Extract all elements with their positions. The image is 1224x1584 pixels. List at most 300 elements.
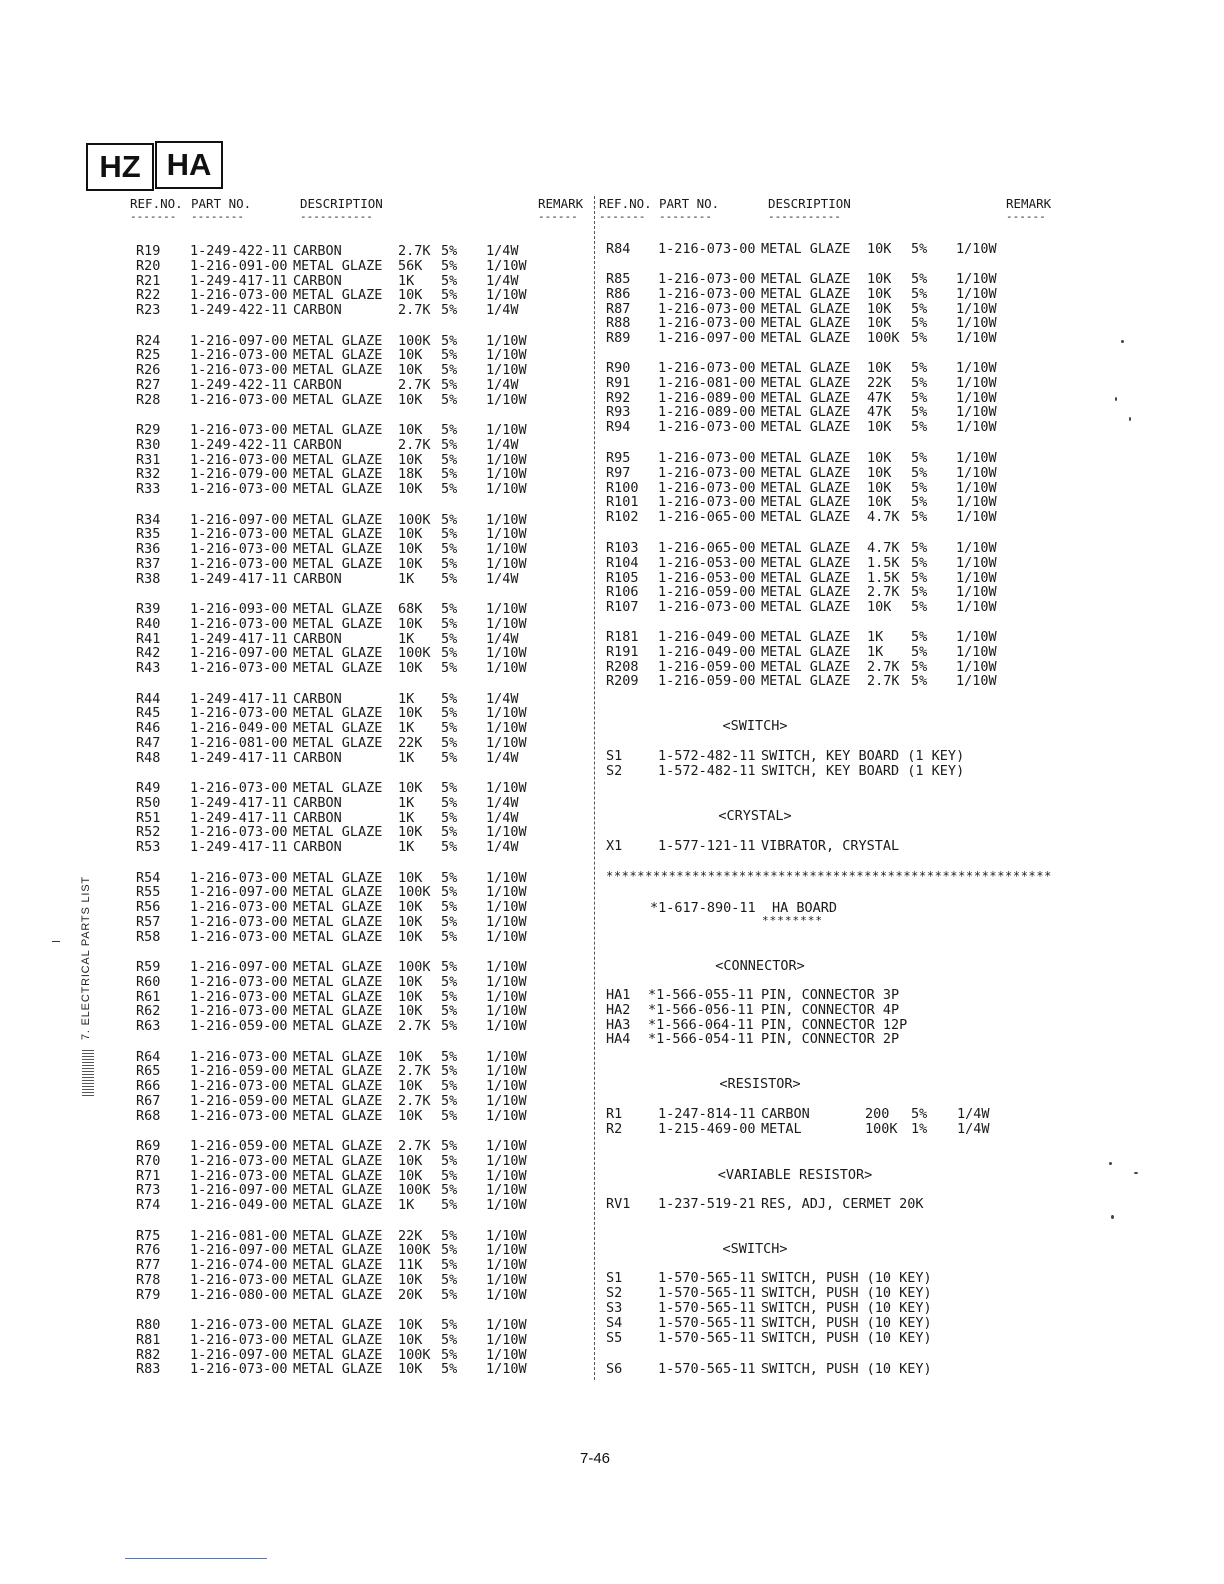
cell-rating: 1/10W — [486, 451, 527, 468]
cell-ref: R34 — [136, 511, 161, 528]
cell-ref: R66 — [136, 1078, 161, 1095]
cell-ref: R42 — [136, 645, 161, 662]
cell-ref: S4 — [606, 1315, 623, 1331]
cell-tolerance: 5% — [441, 839, 458, 856]
cell-part-no: 1-216-073-00 — [190, 391, 288, 408]
cell-description: METAL GLAZE — [293, 555, 383, 572]
cell-rating: 1/10W — [956, 450, 997, 466]
cell-description: METAL GLAZE — [293, 1078, 383, 1095]
dash: ------ — [538, 210, 578, 223]
cell-description: METAL GLAZE — [761, 509, 851, 526]
cell-value: 10K — [867, 464, 892, 481]
cell-ref: HA2 — [606, 1001, 631, 1018]
cell-value: 100K — [398, 1182, 431, 1199]
cell-description: METAL GLAZE — [761, 374, 851, 391]
cell-tolerance: 5% — [441, 570, 458, 587]
cell-ref: R97 — [606, 464, 631, 481]
cell-description: CARBON — [293, 630, 342, 647]
cell-tolerance: 5% — [911, 404, 928, 421]
cell-tolerance: 5% — [441, 869, 458, 886]
cell-rating: 1/10W — [486, 1167, 527, 1184]
cell-description: METAL GLAZE — [761, 599, 851, 616]
cell-value: 10K — [398, 869, 423, 886]
cell-ref: R31 — [136, 451, 161, 468]
cell-part-no: *1-566-055-11 — [648, 987, 754, 1003]
cell-ref: R57 — [136, 913, 161, 930]
cell-tolerance: 5% — [911, 271, 928, 287]
cell-part-no: 1-216-073-00 — [190, 615, 288, 632]
scan-speck — [1129, 417, 1131, 421]
cell-description: SWITCH, PUSH (10 KEY) — [761, 1285, 932, 1301]
cell-rating: 1/10W — [486, 734, 527, 751]
cell-tolerance: 5% — [441, 988, 458, 1005]
cell-ref: R92 — [606, 389, 631, 406]
cell-description: CARBON — [293, 302, 342, 319]
cell-ref: R61 — [136, 988, 161, 1005]
cell-rating: 1/10W — [486, 1242, 527, 1259]
cell-value: 10K — [398, 362, 423, 379]
cell-tolerance: 5% — [911, 1106, 928, 1122]
cell-value: 100K — [865, 1120, 898, 1137]
cell-rating: 1/4W — [486, 302, 519, 319]
cell-tolerance: 5% — [911, 599, 928, 616]
cell-description: METAL GLAZE — [293, 1092, 383, 1109]
cell-ref: R52 — [136, 824, 161, 841]
cell-description: METAL GLAZE — [293, 481, 383, 498]
cell-ref: R68 — [136, 1107, 161, 1124]
cell-tolerance: 5% — [441, 1107, 458, 1124]
cell-ref: HA4 — [606, 1031, 631, 1048]
cell-tolerance: 5% — [441, 1317, 458, 1333]
cell-part-no: 1-216-080-00 — [190, 1286, 288, 1303]
cell-tolerance: 5% — [441, 660, 458, 677]
cell-ref: R37 — [136, 555, 161, 572]
cell-part-no: 1-570-565-11 — [658, 1285, 756, 1301]
cell-part-no: 1-249-417-11 — [190, 794, 288, 811]
cell-rating: 1/10W — [956, 241, 997, 257]
cell-ref: R32 — [136, 466, 161, 483]
cell-tolerance: 5% — [441, 1063, 458, 1080]
cell-part-no: 1-216-073-00 — [190, 1048, 288, 1065]
cell-value: 10K — [398, 660, 423, 677]
cell-description: METAL GLAZE — [761, 584, 851, 601]
cell-value: 10K — [398, 1167, 423, 1184]
cell-rating: 1/10W — [486, 1227, 527, 1244]
cell-part-no: 1-249-417-11 — [190, 690, 288, 707]
cell-value: 10K — [398, 391, 423, 408]
cell-description: METAL GLAZE — [293, 526, 383, 543]
cell-description: METAL GLAZE — [293, 511, 383, 528]
cell-tolerance: 5% — [441, 1182, 458, 1199]
cell-tolerance: 5% — [441, 1152, 458, 1169]
cell-part-no: *1-566-054-11 — [648, 1031, 754, 1048]
cell-description: METAL GLAZE — [293, 1197, 383, 1214]
cell-value: 18K — [398, 466, 423, 483]
cell-rating: 1/10W — [486, 257, 527, 274]
cell-ref: R54 — [136, 869, 161, 886]
cell-part-no: 1-577-121-11 — [658, 838, 756, 854]
cell-tolerance: 5% — [441, 809, 458, 826]
cell-description: METAL GLAZE — [293, 287, 383, 304]
cell-part-no: 1-570-565-11 — [658, 1315, 756, 1331]
cell-part-no: 1-216-049-00 — [190, 720, 288, 737]
cell-value: 10K — [398, 347, 423, 364]
cell-rating: 1/10W — [486, 362, 527, 379]
cell-rating: 1/10W — [486, 466, 527, 483]
cell-part-no: 1-216-089-00 — [658, 389, 756, 406]
cell-tolerance: 5% — [441, 376, 458, 393]
section-crystal: <CRYSTAL> — [718, 808, 792, 824]
cell-value: 10K — [867, 315, 892, 332]
cell-part-no: 1-216-073-00 — [190, 362, 288, 379]
cell-tolerance: 5% — [441, 973, 458, 990]
cell-description: VIBRATOR, CRYSTAL — [761, 838, 900, 854]
cell-tolerance: 5% — [441, 928, 458, 945]
cell-part-no: 1-216-097-00 — [190, 332, 288, 349]
cell-value: 10K — [867, 271, 892, 287]
cell-rating: 1/10W — [956, 300, 997, 317]
cell-part-no: 1-216-059-00 — [658, 658, 756, 675]
cell-tolerance: 5% — [441, 690, 458, 707]
cell-description: METAL GLAZE — [761, 285, 851, 302]
cell-value: 10K — [398, 481, 423, 498]
cell-description: METAL GLAZE — [761, 494, 851, 511]
cell-value: 10K — [398, 1003, 423, 1020]
cell-tolerance: 5% — [441, 481, 458, 498]
cell-value: 10K — [867, 300, 892, 317]
cell-description: CARBON — [293, 436, 342, 453]
cell-value: 10K — [867, 419, 892, 436]
cell-part-no: 1-216-073-00 — [658, 285, 756, 302]
cell-tolerance: 5% — [911, 374, 928, 391]
cell-tolerance: 5% — [441, 466, 458, 483]
cell-value: 2.7K — [398, 436, 431, 453]
cell-ref: S5 — [606, 1330, 623, 1346]
cell-part-no: 1-216-097-00 — [190, 1242, 288, 1259]
cell-tolerance: 5% — [911, 479, 928, 496]
cell-rating: 1/10W — [486, 824, 527, 841]
cell-description: SWITCH, PUSH (10 KEY) — [761, 1270, 932, 1286]
cell-description: PIN, CONNECTOR 12P — [761, 1016, 908, 1033]
cell-ref: R67 — [136, 1092, 161, 1109]
dash: ------- — [130, 210, 177, 223]
cell-description: METAL GLAZE — [293, 824, 383, 841]
cell-ref: R29 — [136, 422, 161, 438]
cell-value: 10K — [867, 494, 892, 511]
cell-ref: S6 — [606, 1361, 623, 1377]
cell-tolerance: 5% — [441, 451, 458, 468]
cell-description: METAL GLAZE — [761, 360, 851, 376]
section-switch-2: <SWITCH> — [722, 1241, 788, 1257]
cell-ref: S1 — [606, 748, 623, 764]
cell-tolerance: 5% — [911, 241, 928, 257]
cell-description: METAL GLAZE — [293, 1107, 383, 1124]
cell-value: 100K — [398, 645, 431, 662]
cell-description: METAL GLAZE — [293, 1346, 383, 1363]
cell-part-no: 1-216-097-00 — [190, 884, 288, 901]
cell-rating: 1/10W — [956, 599, 997, 616]
cell-tolerance: 5% — [911, 315, 928, 332]
cell-part-no: 1-216-073-00 — [190, 287, 288, 304]
cell-value: 10K — [398, 555, 423, 572]
section-switch-1: <SWITCH> — [722, 718, 788, 734]
cell-ref: R56 — [136, 899, 161, 916]
cell-rating: 1/4W — [486, 749, 519, 766]
cell-rating: 1/10W — [956, 658, 997, 675]
cell-part-no: 1-216-049-00 — [658, 643, 756, 660]
cell-description: METAL GLAZE — [293, 541, 383, 558]
cell-value: 10K — [398, 705, 423, 722]
cell-rating: 1/10W — [486, 1361, 527, 1378]
cell-rating: 1/10W — [486, 391, 527, 408]
cell-description: METAL GLAZE — [761, 540, 851, 556]
cell-rating: 1/10W — [486, 1271, 527, 1288]
cell-part-no: 1-216-073-00 — [190, 451, 288, 468]
cell-tolerance: 5% — [441, 391, 458, 408]
cell-description: METAL GLAZE — [293, 1003, 383, 1020]
dash: -------- — [191, 210, 244, 223]
cell-value: 1K — [398, 749, 415, 766]
cell-part-no: 1-216-059-00 — [190, 1063, 288, 1080]
cell-part-no: 1-216-073-00 — [190, 1152, 288, 1169]
cell-part-no: 1-216-073-00 — [190, 1361, 288, 1378]
cell-value: 10K — [398, 899, 423, 916]
cell-value: 10K — [398, 615, 423, 632]
cell-rating: 1/10W — [486, 511, 527, 528]
cell-value: 100K — [398, 332, 431, 349]
cell-ref: R71 — [136, 1167, 161, 1184]
cell-ref: R78 — [136, 1271, 161, 1288]
cell-part-no: 1-216-073-00 — [190, 541, 288, 558]
cell-rating: 1/10W — [486, 1092, 527, 1109]
cell-part-no: 1-216-073-00 — [190, 1003, 288, 1020]
cell-part-no: 1-215-469-00 — [658, 1120, 756, 1137]
cell-ref: R89 — [606, 330, 631, 347]
cell-tolerance: 5% — [911, 673, 928, 690]
left-header-remark: REMARK — [538, 196, 584, 211]
cell-ref: R63 — [136, 1018, 161, 1035]
cell-rating: 1/10W — [486, 705, 527, 722]
cell-ref: R47 — [136, 734, 161, 751]
cell-description: SWITCH, PUSH (10 KEY) — [761, 1361, 932, 1377]
cell-value: 1K — [398, 1197, 415, 1214]
cell-description: METAL GLAZE — [293, 1182, 383, 1199]
cell-part-no: 1-216-073-00 — [190, 481, 288, 498]
cell-part-no: 1-216-073-00 — [190, 555, 288, 572]
cell-value: 10K — [398, 973, 423, 990]
cell-part-no: 1-570-565-11 — [658, 1270, 756, 1286]
cell-rating: 1/10W — [486, 615, 527, 632]
cell-tolerance: 5% — [441, 1346, 458, 1363]
cell-description: METAL GLAZE — [293, 1138, 383, 1154]
cell-value: 10K — [398, 287, 423, 304]
cell-value: 10K — [398, 1107, 423, 1124]
cell-part-no: 1-216-097-00 — [190, 959, 288, 975]
cell-description: METAL GLAZE — [761, 419, 851, 436]
cell-tolerance: 5% — [441, 1331, 458, 1348]
cell-ref: R33 — [136, 481, 161, 498]
cell-value: 22K — [867, 374, 892, 391]
cell-rating: 1/10W — [486, 660, 527, 677]
section-connector: <CONNECTOR> — [715, 958, 805, 974]
cell-part-no: 1-216-073-00 — [190, 780, 288, 796]
cell-value: 4.7K — [867, 509, 900, 526]
dash: -------- — [659, 210, 712, 223]
cell-value: 2.7K — [867, 658, 900, 675]
cell-description: METAL GLAZE — [293, 601, 383, 617]
cell-tolerance: 5% — [441, 780, 458, 796]
cell-value: 10K — [398, 422, 423, 438]
cell-part-no: 1-570-565-11 — [658, 1361, 756, 1377]
scan-speck — [1121, 340, 1124, 343]
cell-part-no: 1-216-081-00 — [190, 734, 288, 751]
cell-description: CARBON — [761, 1106, 810, 1122]
cell-ref: R20 — [136, 257, 161, 274]
cell-part-no: 1-216-073-00 — [658, 464, 756, 481]
cell-ref: R73 — [136, 1182, 161, 1199]
cell-part-no: *1-566-056-11 — [648, 1001, 754, 1018]
scan-speck — [1111, 1215, 1114, 1219]
cell-tolerance: 5% — [441, 1286, 458, 1303]
cell-part-no: 1-216-049-00 — [658, 629, 756, 645]
cell-ref: R38 — [136, 570, 161, 587]
cell-part-no: 1-216-073-00 — [658, 479, 756, 496]
cell-ref: R23 — [136, 302, 161, 319]
cell-value: 10K — [398, 526, 423, 543]
cell-ref: R30 — [136, 436, 161, 453]
scan-speck — [1115, 397, 1117, 401]
column-divider — [594, 196, 595, 1380]
cell-rating: 1/10W — [956, 584, 997, 601]
cell-ref: R70 — [136, 1152, 161, 1169]
cell-description: PIN, CONNECTOR 4P — [761, 1001, 900, 1018]
cell-part-no: 1-249-417-11 — [190, 630, 288, 647]
cell-description: SWITCH, KEY BOARD (1 KEY) — [761, 762, 965, 779]
cell-rating: 1/10W — [956, 643, 997, 660]
cell-value: 11K — [398, 1257, 423, 1274]
cell-rating: 1/10W — [486, 1317, 527, 1333]
cell-rating: 1/10W — [486, 1078, 527, 1095]
cell-part-no: 1-570-565-11 — [658, 1300, 756, 1316]
cell-value: 100K — [867, 330, 900, 347]
cell-ref: R62 — [136, 1003, 161, 1020]
cell-part-no: 1-216-073-00 — [658, 360, 756, 376]
cell-rating: 1/10W — [486, 1107, 527, 1124]
dash: ----------- — [768, 210, 841, 223]
cell-description: SWITCH, PUSH (10 KEY) — [761, 1330, 932, 1346]
left-header-desc: DESCRIPTION — [300, 196, 383, 211]
cell-ref: R74 — [136, 1197, 161, 1214]
cell-part-no: 1-216-073-00 — [190, 526, 288, 543]
cell-value: 100K — [398, 1346, 431, 1363]
cell-description: METAL GLAZE — [293, 451, 383, 468]
cell-value: 1K — [398, 570, 415, 587]
cell-value: 100K — [398, 511, 431, 528]
cell-ref: R25 — [136, 347, 161, 364]
cell-ref: R28 — [136, 391, 161, 408]
cell-part-no: 1-216-073-00 — [190, 899, 288, 916]
cell-value: 2.7K — [398, 1018, 431, 1035]
cell-value: 100K — [398, 884, 431, 901]
cell-ref: R26 — [136, 362, 161, 379]
cell-ref: R24 — [136, 332, 161, 349]
cell-value: 10K — [398, 1317, 423, 1333]
cell-rating: 1/4W — [486, 809, 519, 826]
cell-part-no: 1-216-081-00 — [658, 374, 756, 391]
cell-part-no: 1-216-073-00 — [190, 1331, 288, 1348]
cell-description: METAL GLAZE — [293, 705, 383, 722]
cell-description: METAL GLAZE — [761, 673, 851, 690]
cell-part-no: 1-216-097-00 — [658, 330, 756, 347]
cell-value: 1K — [867, 643, 884, 660]
cell-part-no: 1-216-073-00 — [658, 300, 756, 317]
cell-value: 200 — [865, 1106, 890, 1122]
cell-tolerance: 5% — [441, 243, 458, 259]
right-header-desc: DESCRIPTION — [768, 196, 851, 211]
cell-ref: R80 — [136, 1317, 161, 1333]
cell-part-no: 1-216-073-00 — [190, 988, 288, 1005]
cell-description: METAL GLAZE — [293, 1063, 383, 1080]
cell-rating: 1/10W — [486, 541, 527, 558]
cell-description: METAL GLAZE — [761, 241, 851, 257]
cell-tolerance: 5% — [441, 541, 458, 558]
cell-ref: R27 — [136, 376, 161, 393]
cell-part-no: 1-247-814-11 — [658, 1106, 756, 1122]
cell-description: SWITCH, PUSH (10 KEY) — [761, 1315, 932, 1331]
cell-description: METAL GLAZE — [293, 869, 383, 886]
cell-description: METAL GLAZE — [293, 391, 383, 408]
cell-rating: 1/4W — [486, 839, 519, 856]
cell-ref: R83 — [136, 1361, 161, 1378]
cell-description: CARBON — [293, 690, 342, 707]
cell-tolerance: 5% — [911, 584, 928, 601]
cell-value: 10K — [398, 913, 423, 930]
cell-ref: S3 — [606, 1300, 623, 1316]
right-header-remark: REMARK — [1006, 196, 1052, 211]
cell-value: 4.7K — [867, 540, 900, 556]
cell-description: SWITCH, PUSH (10 KEY) — [761, 1300, 932, 1316]
cell-rating: 1/10W — [956, 360, 997, 376]
cell-tolerance: 1% — [911, 1120, 928, 1137]
cell-description: METAL GLAZE — [761, 658, 851, 675]
cell-ref: R59 — [136, 959, 161, 975]
cell-rating: 1/4W — [486, 794, 519, 811]
cell-part-no: 1-216-097-00 — [190, 645, 288, 662]
cell-description: METAL GLAZE — [761, 389, 851, 406]
cell-part-no: 1-216-073-00 — [190, 347, 288, 364]
cell-rating: 1/10W — [956, 554, 997, 571]
cell-ref: R181 — [606, 629, 639, 645]
cell-part-no: 1-249-417-11 — [190, 570, 288, 587]
cell-tolerance: 5% — [911, 540, 928, 556]
cell-rating: 1/10W — [486, 422, 527, 438]
cell-value: 10K — [398, 780, 423, 796]
cell-ref: R75 — [136, 1227, 161, 1244]
right-header-ref: REF.NO. — [599, 196, 652, 211]
cell-ref: R44 — [136, 690, 161, 707]
cell-description: METAL GLAZE — [293, 988, 383, 1005]
scan-speck — [1134, 1172, 1138, 1174]
cell-rating: 1/4W — [486, 243, 519, 259]
cell-part-no: 1-216-073-00 — [658, 419, 756, 436]
cell-ref: R35 — [136, 526, 161, 543]
cell-ref: R45 — [136, 705, 161, 722]
cell-part-no: 1-216-089-00 — [658, 404, 756, 421]
cell-value: 1K — [398, 839, 415, 856]
cell-part-no: 1-249-422-11 — [190, 376, 288, 393]
cell-tolerance: 5% — [441, 272, 458, 289]
cell-rating: 1/10W — [486, 913, 527, 930]
